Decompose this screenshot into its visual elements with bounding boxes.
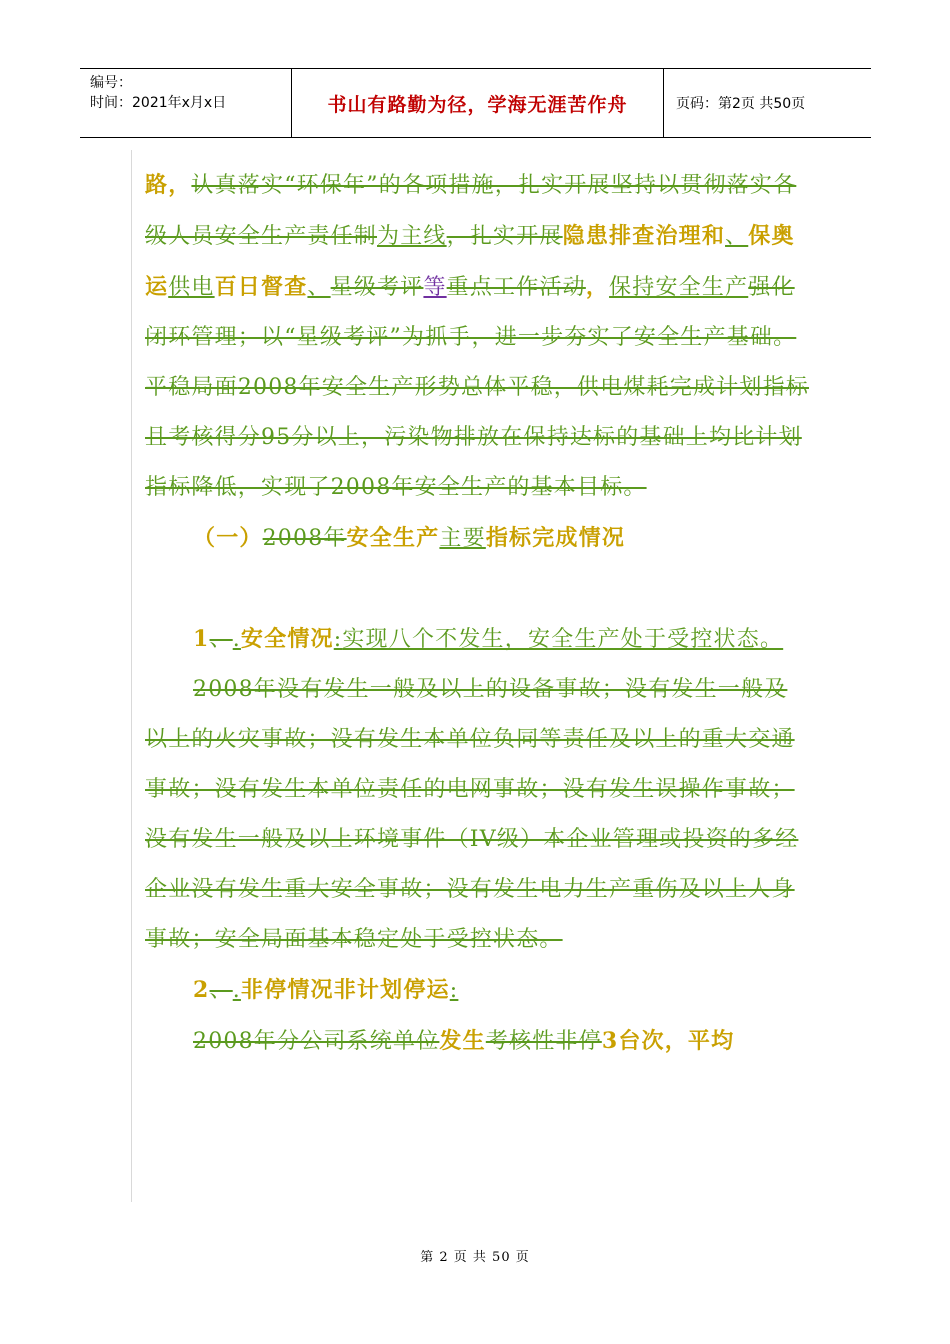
text-run: 保奥运 [145, 223, 795, 300]
section-heading-indicators [145, 513, 810, 564]
text-run: 安全情况 [240, 626, 334, 652]
text-run: ， [585, 274, 610, 300]
text-run: 重点工作活动 [446, 275, 586, 300]
subheading-safety [145, 614, 810, 665]
paragraph-outages [145, 1016, 810, 1067]
left-margin-line [131, 150, 132, 1202]
text-run: 强化闭环管理；以“星级考评”为抓手，进一步夯实了安全生产基础。平稳局面 [145, 275, 797, 400]
header-meta [80, 69, 292, 137]
text-run: 保持安全生产 [609, 275, 749, 300]
text-run: 2008年 [262, 526, 347, 551]
header-page-info: 页码：第2页 共50页 [676, 96, 806, 112]
text-run: . [232, 978, 241, 1003]
text-run: 3台次，平均 [601, 1028, 735, 1054]
text-run: （一） [193, 525, 263, 551]
text-run: 1 [193, 626, 210, 652]
text-run: 2008年安全生产形势总体平稳，供电煤耗完成计划指标且考核得分95分以上，污染物排放在保持达标的基础上均比计划指标降低，实现了2008年安全生产的基本目标。 [145, 375, 810, 500]
text-run: : [449, 978, 459, 1003]
text-run: 主要 [439, 526, 486, 551]
text-run: 实现八个不发生，安全生产处于受控状态。 [342, 627, 784, 652]
document-number-label: 编号： [90, 75, 132, 91]
text-run: 指标完成情况 [485, 525, 626, 551]
text-run: 路， [145, 172, 192, 198]
text-run: 2008年没有发生一般及以上的设备事故；没有发生一般及以上的火灾事故；没有发生本单位负同等责任及以上的重大交通事故；没有发生本单位责任的电网事故；没有发生误操作事故；没有发生一般及以上环境事件（IV级）本企业管理或投资的多经企业没有发生重大安全事故；没有发生电力生产重伤及以上人身事故；安全局面基本稳定处于受控状态。 [145, 677, 799, 952]
document-header [80, 68, 871, 138]
paragraph-summary [145, 160, 810, 513]
text-run: 安全生产 [346, 525, 440, 551]
text-run: ，扎实开展 [446, 224, 563, 249]
text-run: 隐患排查治理和 [562, 223, 726, 249]
text-run: 2 [193, 977, 210, 1003]
text-run: 等 [423, 275, 447, 300]
page-footer: 第 2 页 共 50 页 [420, 1250, 530, 1265]
subheading-outages [145, 965, 810, 1016]
text-run: 非计划停运 [333, 977, 450, 1003]
text-run: 认真落实“环保年”的各项措施，扎实开展坚持以贯彻落实各级人员安全生产责任制 [145, 173, 797, 249]
blank-line [145, 564, 810, 614]
text-run: 、 [307, 275, 331, 300]
text-run: 星级考评 [330, 275, 424, 300]
text-run: 为主线 [377, 224, 447, 249]
text-run: 、 [209, 978, 233, 1003]
text-run: 供电 [168, 275, 215, 300]
document-date: 时间：2021年x月x日 [90, 95, 227, 111]
text-run: . [232, 627, 241, 652]
header-motto: 书山有路勤为径，学海无涯苦作舟 [292, 69, 664, 137]
text-run: 考核性非停 [485, 1029, 602, 1054]
document-body [145, 160, 810, 1067]
text-run: 2008年分公司系统单位 [193, 1029, 440, 1054]
text-run: 、 [725, 224, 749, 249]
text-run: 非停情况 [240, 977, 334, 1003]
text-run: 百日督查 [214, 274, 308, 300]
text-run: 发生 [439, 1028, 486, 1054]
text-run: : [333, 627, 343, 652]
text-run: 、 [209, 627, 233, 652]
paragraph-safety-details [145, 665, 810, 965]
